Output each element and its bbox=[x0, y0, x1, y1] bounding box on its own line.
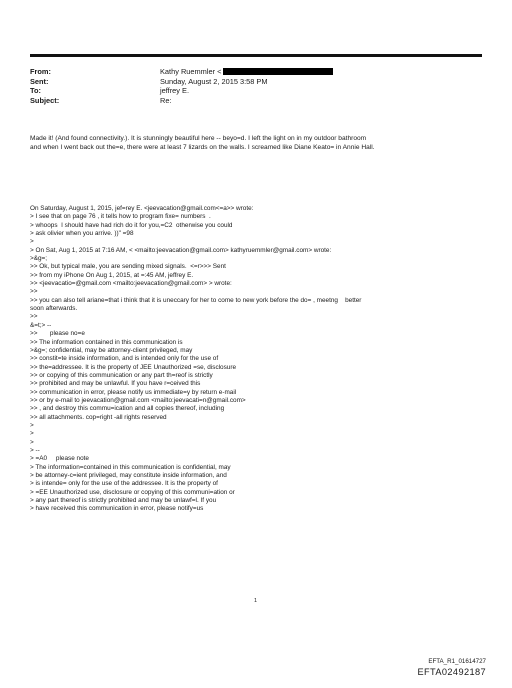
quoted-line: >> Ok, but typical male, you are sending mixed signals. <=r>>> Sent bbox=[30, 263, 226, 271]
quoted-line: > The information=contained in this communication is confidential, may bbox=[30, 463, 231, 471]
quoted-line: On Saturday, August 1, 2015, jef=rey E. <jeevacation@gmail.com<=a>> wrote: bbox=[30, 205, 254, 212]
from-label: From: bbox=[30, 67, 51, 76]
quoted-line: > have received this communication in error, please notify=us bbox=[30, 505, 204, 513]
quoted-line: >> constit=te inside information, and is intended only for the use of bbox=[30, 355, 219, 363]
quoted-line: > whoops I should have had rich do it for you,=C2 otherwise you could bbox=[30, 221, 233, 229]
quoted-line: > is intende= only for the use of the addressee. It is the property of bbox=[30, 480, 218, 488]
quoted-line: > ask olivier when you arrive. ))" =98 bbox=[30, 230, 134, 238]
to-row bbox=[30, 86, 482, 96]
quoted-line: >> or copying of this communication or any part th=reof is strictly bbox=[30, 371, 213, 379]
quoted-line: >> from my iPhone On Aug 1, 2015, at =:45 AM, jeffrey E. bbox=[30, 271, 194, 279]
message-body bbox=[30, 134, 482, 152]
sent-row bbox=[30, 77, 482, 87]
quoted-line: >> you can also tell ariane=that i think that it is uneccary for her to come to new york before the do= , meetng better bbox=[30, 296, 362, 304]
quoted-thread bbox=[30, 205, 482, 514]
from-value bbox=[160, 67, 482, 77]
header-rule bbox=[30, 54, 482, 57]
quoted-line: > bbox=[30, 430, 34, 438]
quoted-line: >> or by e-mail to jeevacation@gmail.com <mailto:jeevacati=n@gmail.com> bbox=[30, 396, 246, 404]
body-line-1: Made it! (And found connectivity.). It is stunningly beautiful here -- beyo=d. I left the light on in my outdoor bathroom bbox=[30, 135, 367, 142]
redaction-bar bbox=[223, 68, 333, 75]
quoted-line: soon afterwards. bbox=[30, 305, 78, 313]
subject-label: Subject: bbox=[30, 95, 60, 105]
sent-label: Sent: bbox=[30, 76, 49, 86]
quoted-line: >> <jeevacatio=@gmail.com <mailto:jeevacation@gmail.com> > wrote: bbox=[30, 280, 232, 288]
quoted-line: >> prohibited and may be unlawful. If you have r=ceived this bbox=[30, 380, 201, 388]
footer-id-1: EFTA_R1_01614727 bbox=[428, 658, 486, 665]
subject-value: Re: bbox=[160, 95, 172, 105]
to-value: jeffrey E. bbox=[160, 86, 190, 96]
quoted-line: > =EE Unauthorized use, disclosure or copying of this communi=ation or bbox=[30, 488, 235, 496]
quoted-line: >> all attachments. cop=right -all rights reserved bbox=[30, 413, 167, 421]
quoted-line: > -- bbox=[30, 446, 40, 454]
quoted-line: >> , and destroy this commu=ication and all copies thereof, including bbox=[30, 405, 225, 413]
sent-value: Sunday, August 2, 2015 3:58 PM bbox=[160, 76, 268, 86]
quoted-line: >> the=addressee. It is the property of JEE Unauthorized =se, disclosure bbox=[30, 363, 237, 371]
quoted-line: > bbox=[30, 438, 34, 446]
quoted-line: > bbox=[30, 421, 34, 429]
quoted-line: >> please no=e bbox=[30, 330, 85, 338]
quoted-line: >> bbox=[30, 313, 38, 321]
quoted-line: > bbox=[30, 238, 34, 246]
quoted-line: >> bbox=[30, 288, 38, 296]
page-number: 1 bbox=[254, 598, 258, 604]
quoted-line: > be attorney-c=ient privileged, may constitute inside information, and bbox=[30, 472, 227, 479]
body-line-2: and when I went back out the=e, there were at least 7 lizards on the walls. I screamed like Diane Keato= in Annie Hall. bbox=[30, 144, 375, 152]
quoted-line: >> communication in error, please notify us immediate=y by return e-mail bbox=[30, 388, 237, 396]
quoted-line: >&g=; confidential, may be attorney-client privileged, may bbox=[30, 346, 193, 354]
footer-id-2: EFTA02492187 bbox=[417, 667, 486, 677]
quoted-line: > I see that on page 76 , it tells how to program fixe= numbers . bbox=[30, 213, 211, 221]
subject-row bbox=[30, 96, 482, 106]
quoted-line: > On Sat, Aug 1, 2015 at 7:16 AM, < <mailto:jeevacation@gmail.com> kathyruemmler@gmail.com> wrote: bbox=[30, 246, 332, 254]
quoted-line: &=t;> -- bbox=[30, 321, 52, 329]
from-value-text: Kathy Ruemmler < bbox=[160, 67, 222, 76]
quoted-line: >&g=; bbox=[30, 255, 48, 263]
email-header bbox=[30, 67, 482, 105]
quoted-line: > =A0 please note bbox=[30, 455, 89, 463]
quoted-line: > any part thereof is strictly prohibited and may be unlawf=l. If you bbox=[30, 497, 217, 505]
from-row bbox=[30, 67, 482, 77]
to-label: To: bbox=[30, 86, 41, 96]
quoted-line: >> The information contained in this communication is bbox=[30, 338, 183, 346]
